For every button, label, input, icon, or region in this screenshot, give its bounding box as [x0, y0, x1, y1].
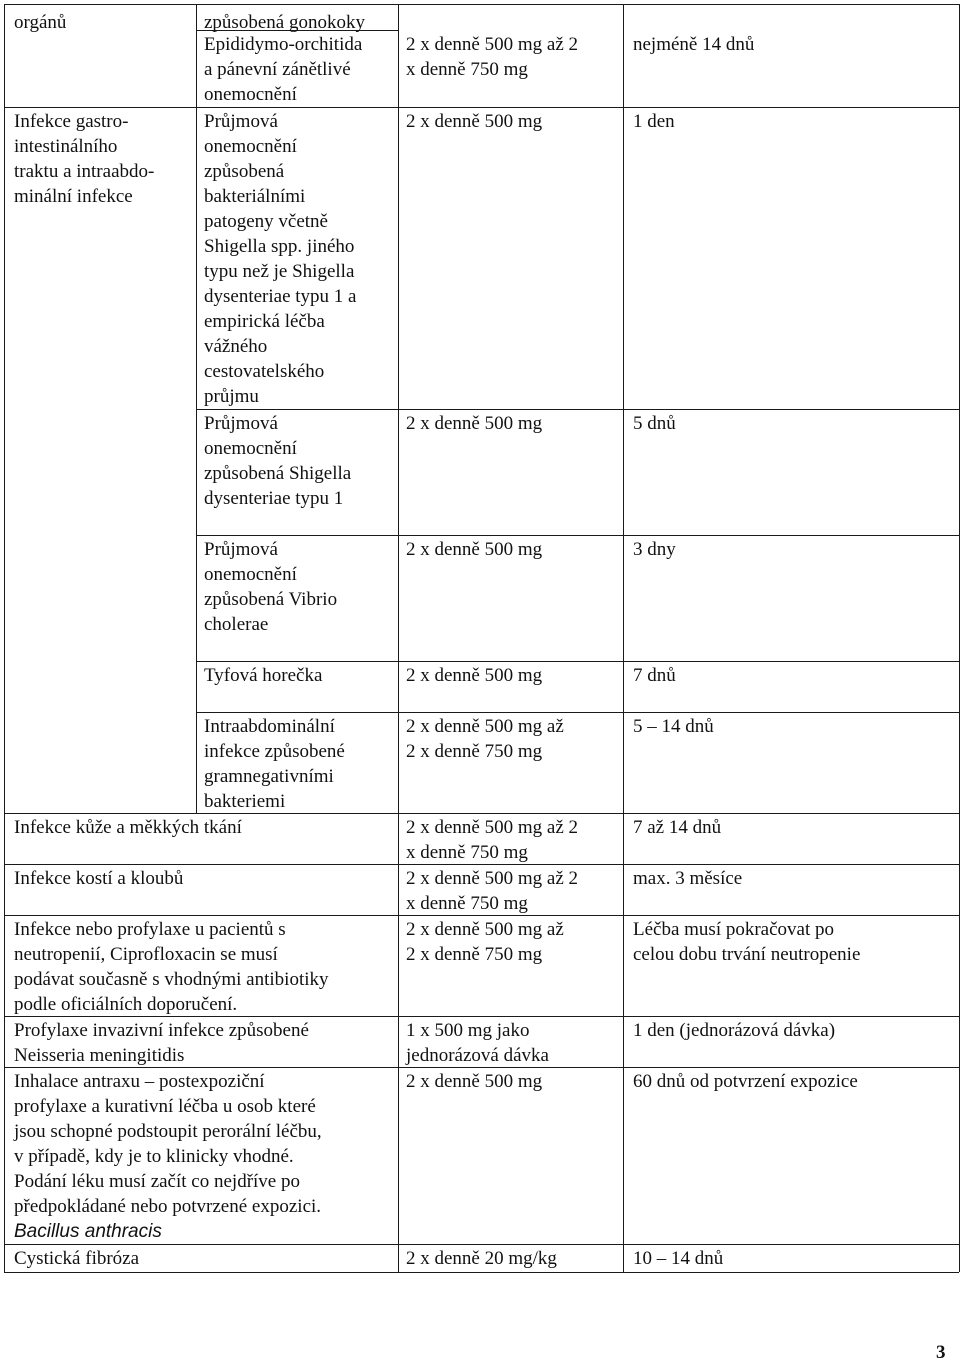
- cell-line: Profylaxe invazivní infekce způsobené: [14, 1020, 309, 1041]
- cell-line: dysenteriae typu 1: [204, 488, 344, 509]
- cell-duration: [633, 32, 754, 57]
- cell-line: 2 x denně 500 mg: [406, 539, 543, 560]
- row-divider: [4, 107, 959, 108]
- row-divider: [4, 1244, 959, 1245]
- cell-line: orgánů: [14, 12, 67, 33]
- cell-line: x denně 750 mg: [406, 842, 528, 863]
- cell-line: Průjmová: [204, 111, 278, 132]
- cell-line: profylaxe a kurativní léčba u osob které: [14, 1096, 316, 1117]
- cell-line: 1 x 500 mg jako: [406, 1020, 530, 1041]
- table-left-border: [4, 4, 5, 1272]
- cell-line: Léčba musí pokračovat po: [633, 919, 835, 940]
- cell-indication: [14, 1018, 309, 1068]
- cell-line: Inhalace antraxu – postexpoziční: [14, 1071, 265, 1092]
- cell-line: onemocnění: [204, 84, 297, 105]
- cell-line: onemocnění: [204, 438, 297, 459]
- cell-line: 1 den (jednorázová dávka): [633, 1020, 836, 1041]
- cell-duration: [633, 663, 676, 688]
- cell-indication: [14, 1246, 139, 1271]
- cell-line: způsobená: [204, 161, 285, 182]
- cell-line: 2 x denně 500 mg až 2: [406, 868, 579, 889]
- cell-duration: [633, 1246, 723, 1271]
- cell-line: 10 – 14 dnů: [633, 1248, 724, 1269]
- cell-line: onemocnění: [204, 136, 297, 157]
- cell-line: 2 x denně 750 mg: [406, 741, 543, 762]
- cell-line: 2 x denně 500 mg: [406, 1071, 543, 1092]
- cell-dose: [406, 109, 542, 134]
- cell-line: způsobená Shigella: [204, 463, 352, 484]
- cell-line: Infekce kostí a kloubů: [14, 868, 184, 889]
- cell-line: x denně 750 mg: [406, 59, 528, 80]
- cell-indication: [14, 815, 242, 840]
- cell-line: Podání léku musí začít co nejdříve po: [14, 1171, 300, 1192]
- cell-duration: [633, 815, 721, 840]
- cell-duration: [633, 1069, 858, 1094]
- cell-line: 2 x denně 750 mg: [406, 944, 543, 965]
- cell-line: 2 x denně 500 mg až: [406, 716, 564, 737]
- cell-line: způsobená Vibrio: [204, 589, 338, 610]
- cell-indication: [14, 917, 329, 1017]
- cell-line: 1 den: [633, 111, 675, 132]
- cell-line: onemocnění: [204, 564, 297, 585]
- cell-line: Bacillus anthracis: [14, 1221, 162, 1242]
- cell-line: bakteriálními: [204, 186, 306, 207]
- cell-line: 5 dnů: [633, 413, 676, 434]
- cell-line: podávat současně s vhodnými antibiotiky: [14, 969, 329, 990]
- cell-indication: [14, 866, 183, 891]
- cell-duration: [633, 917, 860, 967]
- cell-line: Průjmová: [204, 539, 278, 560]
- cell-dose: [406, 1069, 542, 1094]
- cell-sub-indication: [204, 537, 337, 637]
- cell-line: 2 x denně 500 mg až 2: [406, 817, 579, 838]
- cell-line: 7 až 14 dnů: [633, 817, 722, 838]
- cell-line: Epididymo-orchitida: [204, 34, 363, 55]
- cell-duration: [633, 411, 676, 436]
- cell-line: Shigella spp. jiného: [204, 236, 355, 257]
- cell-line: jsou schopné podstoupit perorální léčbu,: [14, 1121, 322, 1142]
- cell-line: nejméně 14 dnů: [633, 34, 755, 55]
- cell-line: x denně 750 mg: [406, 893, 528, 914]
- cell-line: jednorázová dávka: [406, 1045, 549, 1066]
- cell-line: a pánevní zánětlivé: [204, 59, 351, 80]
- cell-line: Průjmová: [204, 413, 278, 434]
- cell-dose: [406, 663, 542, 688]
- cell-sub-indication: [204, 32, 362, 107]
- cell-indication: [14, 1069, 322, 1244]
- cell-line: 60 dnů od potvrzení expozice: [633, 1071, 858, 1092]
- cell-line: Tyfová horečka: [204, 665, 323, 686]
- cell-sub-indication: [204, 714, 345, 814]
- cell-line: empirická léčba: [204, 311, 325, 332]
- cell-duration: [633, 537, 676, 562]
- cell-indication: [14, 10, 66, 35]
- cell-sub-indication: [204, 663, 322, 688]
- cell-line: předpokládané nebo potvrzené expozici.: [14, 1196, 322, 1217]
- cell-dose: [406, 537, 542, 562]
- cell-line: Neisseria meningitidis: [14, 1045, 185, 1066]
- cell-line: vážného: [204, 336, 268, 357]
- cell-line: gramnegativními: [204, 766, 334, 787]
- cell-line: dysenteriae typu 1 a: [204, 286, 357, 307]
- cell-line: typu než je Shigella: [204, 261, 355, 282]
- cell-line: 2 x denně 500 mg až 2: [406, 34, 579, 55]
- row-divider: [196, 661, 959, 662]
- row-divider: [196, 712, 959, 713]
- row-divider: [196, 409, 959, 410]
- cell-dose: [406, 411, 542, 436]
- cell-line: 2 x denně 500 mg až: [406, 919, 564, 940]
- cell-line: průjmu: [204, 386, 259, 407]
- cell-line: cholerae: [204, 614, 269, 635]
- cell-dose: [406, 1018, 549, 1068]
- cell-line: Cystická fibróza: [14, 1248, 140, 1269]
- cell-dose: [406, 1246, 557, 1271]
- cell-duration: [633, 109, 675, 134]
- cell-duration: [633, 714, 714, 739]
- cell-line: infekce způsobené: [204, 741, 345, 762]
- column-divider: [196, 4, 197, 813]
- column-divider: [623, 4, 624, 1272]
- cell-line: způsobená gonokoky: [204, 12, 365, 33]
- cell-duration: [633, 1018, 835, 1043]
- cell-dose: [406, 714, 564, 764]
- cell-line: 2 x denně 500 mg: [406, 413, 543, 434]
- cell-dose: [406, 32, 578, 82]
- cell-line: Infekce nebo profylaxe u pacientů s: [14, 919, 286, 940]
- cell-line: max. 3 měsíce: [633, 868, 743, 889]
- cell-line: 2 x denně 500 mg: [406, 111, 543, 132]
- cell-line: patogeny včetně: [204, 211, 328, 232]
- cell-line: Intraabdominální: [204, 716, 335, 737]
- cell-duration: [633, 866, 742, 891]
- cell-line: minální infekce: [14, 186, 133, 207]
- cell-dose: [406, 815, 578, 865]
- row-divider: [196, 535, 959, 536]
- cell-line: 2 x denně 20 mg/kg: [406, 1248, 557, 1269]
- cell-line: v případě, kdy je to klinicky vhodné.: [14, 1146, 294, 1167]
- cell-line: neutropenií, Ciprofloxacin se musí: [14, 944, 278, 965]
- cell-line: 2 x denně 500 mg: [406, 665, 543, 686]
- cell-dose: [406, 917, 564, 967]
- page-number: 3: [936, 1342, 946, 1363]
- cell-line: celou dobu trvání neutropenie: [633, 944, 861, 965]
- cell-line: 5 – 14 dnů: [633, 716, 714, 737]
- cell-line: intestinálního: [14, 136, 118, 157]
- cell-line: Infekce kůže a měkkých tkání: [14, 817, 242, 838]
- row-divider: [4, 4, 959, 5]
- cell-sub-indication: [204, 411, 351, 511]
- cell-line: cestovatelského: [204, 361, 325, 382]
- cell-line: traktu a intraabdo-: [14, 161, 155, 182]
- cell-sub-indication: [204, 109, 356, 409]
- cell-indication: [14, 109, 154, 209]
- table-bottom-border: [4, 1272, 959, 1273]
- cell-line: bakteriemi: [204, 791, 286, 812]
- cell-line: podle oficiálních doporučení.: [14, 994, 238, 1015]
- cell-line: Infekce gastro-: [14, 111, 129, 132]
- cell-line: 7 dnů: [633, 665, 676, 686]
- cell-dose: [406, 866, 578, 916]
- cell-line: 3 dny: [633, 539, 676, 560]
- row-divider: [4, 813, 959, 814]
- column-divider: [398, 4, 399, 1272]
